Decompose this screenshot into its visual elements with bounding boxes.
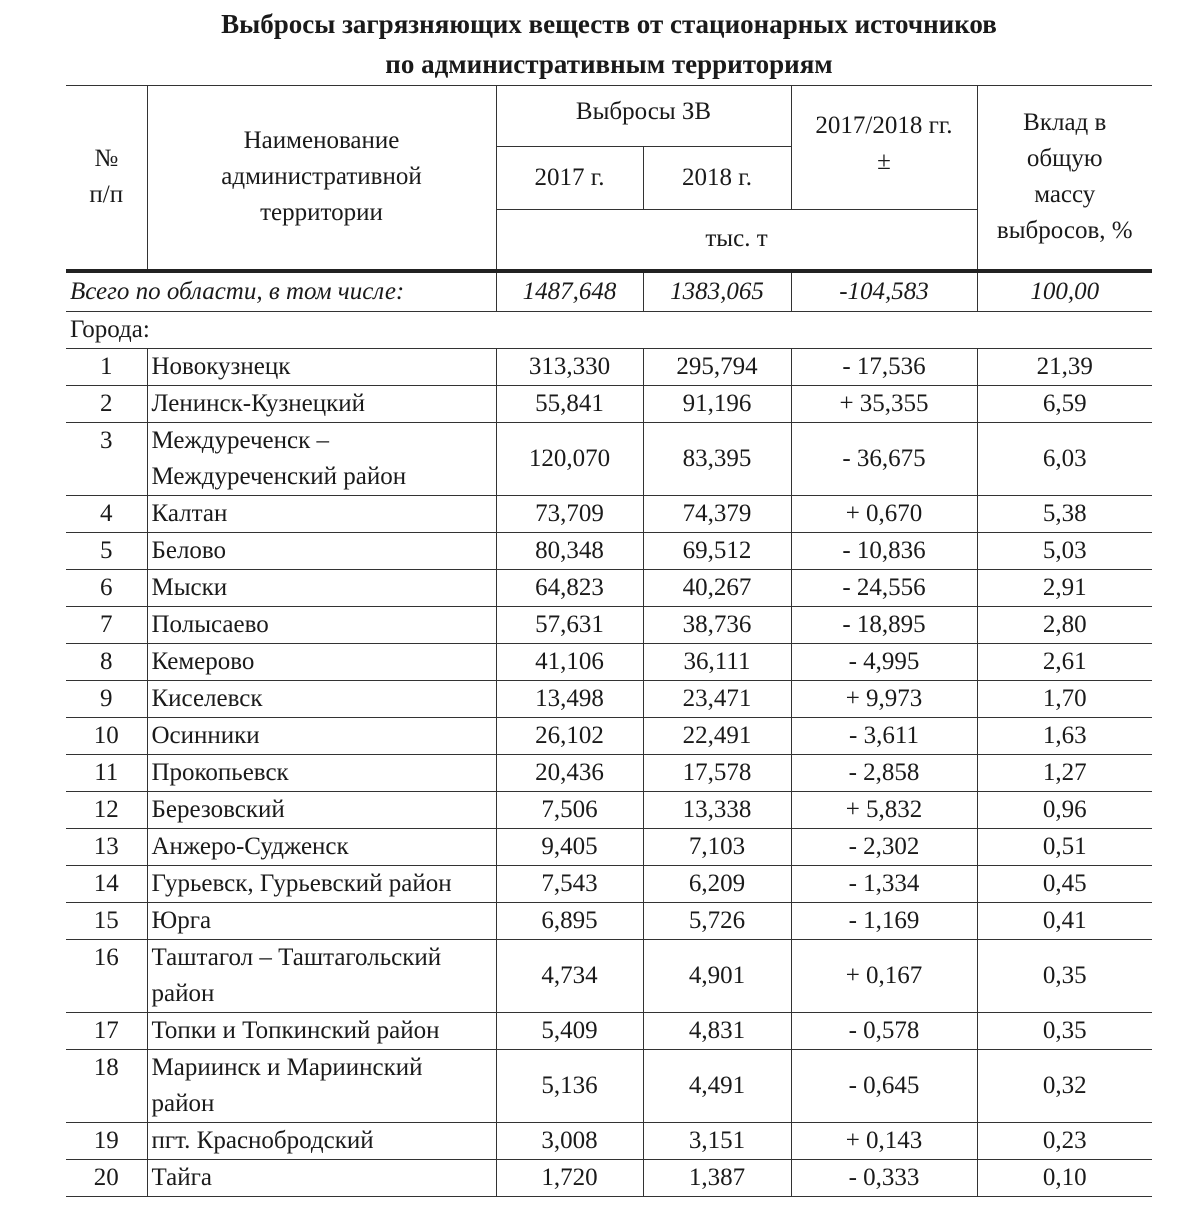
row-territory: Юрга [147,902,496,939]
emissions-table [66,85,1152,1197]
table-row [66,569,1152,606]
row-territory: Киселевск [147,680,496,717]
row-2018: 3,151 [643,1122,791,1159]
table-row [66,1049,1152,1122]
table-row [66,680,1152,717]
row-2017: 4,734 [496,939,643,1012]
row-share: 1,63 [977,717,1152,754]
row-share: 2,61 [977,643,1152,680]
row-diff: + 0,167 [791,939,977,1012]
table-row [66,422,1152,495]
row-share: 0,32 [977,1049,1152,1122]
row-diff: - 1,334 [791,865,977,902]
table-row [66,348,1152,385]
row-diff: - 0,645 [791,1049,977,1122]
table-row [66,902,1152,939]
table-row [66,1012,1152,1049]
row-diff: - 1,169 [791,902,977,939]
row-2018: 4,831 [643,1012,791,1049]
row-territory: Мыски [147,569,496,606]
row-2017: 1,720 [496,1159,643,1196]
row-2017: 313,330 [496,348,643,385]
row-diff: - 3,611 [791,717,977,754]
table-row [66,385,1152,422]
total-2017: 1487,648 [496,271,643,312]
row-2017: 6,895 [496,902,643,939]
row-territory: Анжеро-Судженск [147,828,496,865]
total-share: 100,00 [977,271,1152,312]
row-2017: 57,631 [496,606,643,643]
row-2018: 17,578 [643,754,791,791]
header-emissions: Выбросы ЗВ [496,86,791,147]
row-territory: Полысаево [147,606,496,643]
row-share: 5,38 [977,495,1152,532]
row-share: 0,35 [977,939,1152,1012]
table-row [66,865,1152,902]
row-diff: - 10,836 [791,532,977,569]
row-diff: - 0,578 [791,1012,977,1049]
row-2018: 23,471 [643,680,791,717]
row-diff: - 4,995 [791,643,977,680]
table-row [66,606,1152,643]
row-territory: Тайга [147,1159,496,1196]
row-2017: 73,709 [496,495,643,532]
row-2018: 1,387 [643,1159,791,1196]
row-number: 2 [66,385,147,422]
row-2017: 41,106 [496,643,643,680]
row-territory: Осинники [147,717,496,754]
row-2018: 83,395 [643,422,791,495]
row-2018: 4,901 [643,939,791,1012]
total-2018: 1383,065 [643,271,791,312]
header-name: Наименование административной территории [147,86,496,271]
table-body [66,348,1152,1196]
total-row [66,271,1152,312]
row-2018: 6,209 [643,865,791,902]
row-number: 5 [66,532,147,569]
row-diff: + 0,143 [791,1122,977,1159]
row-number: 15 [66,902,147,939]
row-diff: - 2,302 [791,828,977,865]
row-number: 14 [66,865,147,902]
row-2017: 5,136 [496,1049,643,1122]
total-label: Всего по области, в том числе: [66,271,496,312]
row-2018: 7,103 [643,828,791,865]
table-row [66,1122,1152,1159]
row-territory: Кемерово [147,643,496,680]
table-row [66,532,1152,569]
row-territory: Междуреченск – Междуреченский район [147,422,496,495]
row-2018: 38,736 [643,606,791,643]
table-row [66,754,1152,791]
row-2018: 36,111 [643,643,791,680]
row-2018: 74,379 [643,495,791,532]
row-share: 0,35 [977,1012,1152,1049]
section-row [66,311,1152,348]
row-diff: - 2,858 [791,754,977,791]
table-row [66,1159,1152,1196]
row-diff: - 18,895 [791,606,977,643]
row-number: 12 [66,791,147,828]
row-territory: Прокопьевск [147,754,496,791]
row-2017: 55,841 [496,385,643,422]
header-num: № п/п [66,86,147,271]
header-2017: 2017 г. [496,147,643,210]
row-territory: Ленинск-Кузнецкий [147,385,496,422]
row-number: 1 [66,348,147,385]
row-share: 0,96 [977,791,1152,828]
row-number: 6 [66,569,147,606]
row-share: 6,03 [977,422,1152,495]
row-share: 21,39 [977,348,1152,385]
title-line-1: Выбросы загрязняющих веществ от стационарных источников [221,9,997,39]
row-number: 10 [66,717,147,754]
row-2017: 7,506 [496,791,643,828]
row-2018: 22,491 [643,717,791,754]
row-share: 0,51 [977,828,1152,865]
row-2018: 91,196 [643,385,791,422]
row-share: 1,27 [977,754,1152,791]
table-row [66,643,1152,680]
row-2018: 5,726 [643,902,791,939]
row-2017: 20,436 [496,754,643,791]
row-share: 2,80 [977,606,1152,643]
table-row [66,939,1152,1012]
row-share: 0,41 [977,902,1152,939]
row-territory: Белово [147,532,496,569]
row-territory: Таштагол – Таштагольский район [147,939,496,1012]
row-diff: - 36,675 [791,422,977,495]
row-number: 17 [66,1012,147,1049]
row-territory: пгт. Краснобродский [147,1122,496,1159]
row-2017: 7,543 [496,865,643,902]
row-diff: - 17,536 [791,348,977,385]
row-number: 8 [66,643,147,680]
row-diff: + 0,670 [791,495,977,532]
row-diff: + 9,973 [791,680,977,717]
row-number: 3 [66,422,147,495]
row-2018: 69,512 [643,532,791,569]
row-2017: 80,348 [496,532,643,569]
row-diff: + 35,355 [791,385,977,422]
row-2018: 295,794 [643,348,791,385]
header-diff: 2017/2018 гг. ± [791,86,977,210]
row-share: 0,23 [977,1122,1152,1159]
row-share: 2,91 [977,569,1152,606]
section-label: Города: [66,311,1152,348]
row-2017: 5,409 [496,1012,643,1049]
row-number: 18 [66,1049,147,1122]
row-diff: - 0,333 [791,1159,977,1196]
row-share: 1,70 [977,680,1152,717]
total-diff: -104,583 [791,271,977,312]
table-row [66,495,1152,532]
table-row [66,717,1152,754]
row-share: 6,59 [977,385,1152,422]
row-number: 19 [66,1122,147,1159]
row-number: 20 [66,1159,147,1196]
row-number: 9 [66,680,147,717]
title-line-2: по административным территориям [385,49,833,79]
table-row [66,828,1152,865]
row-2017: 26,102 [496,717,643,754]
row-2018: 4,491 [643,1049,791,1122]
document-title [0,4,1200,84]
row-number: 16 [66,939,147,1012]
row-territory: Топки и Топкинский район [147,1012,496,1049]
row-number: 11 [66,754,147,791]
header-share: Вклад в общую массу выбросов, % [977,86,1152,271]
row-number: 4 [66,495,147,532]
row-2017: 120,070 [496,422,643,495]
row-diff: - 24,556 [791,569,977,606]
row-number: 13 [66,828,147,865]
row-territory: Березовский [147,791,496,828]
header-2018: 2018 г. [643,147,791,210]
row-territory: Гурьевск, Гурьевский район [147,865,496,902]
row-territory: Калтан [147,495,496,532]
row-2018: 13,338 [643,791,791,828]
row-2017: 13,498 [496,680,643,717]
row-share: 5,03 [977,532,1152,569]
row-diff: + 5,832 [791,791,977,828]
header-unit: тыс. т [496,210,977,271]
row-2017: 64,823 [496,569,643,606]
row-share: 0,10 [977,1159,1152,1196]
row-2018: 40,267 [643,569,791,606]
row-territory: Новокузнецк [147,348,496,385]
row-share: 0,45 [977,865,1152,902]
row-number: 7 [66,606,147,643]
row-2017: 3,008 [496,1122,643,1159]
row-territory: Мариинск и Мариинский район [147,1049,496,1122]
row-2017: 9,405 [496,828,643,865]
table-row [66,791,1152,828]
